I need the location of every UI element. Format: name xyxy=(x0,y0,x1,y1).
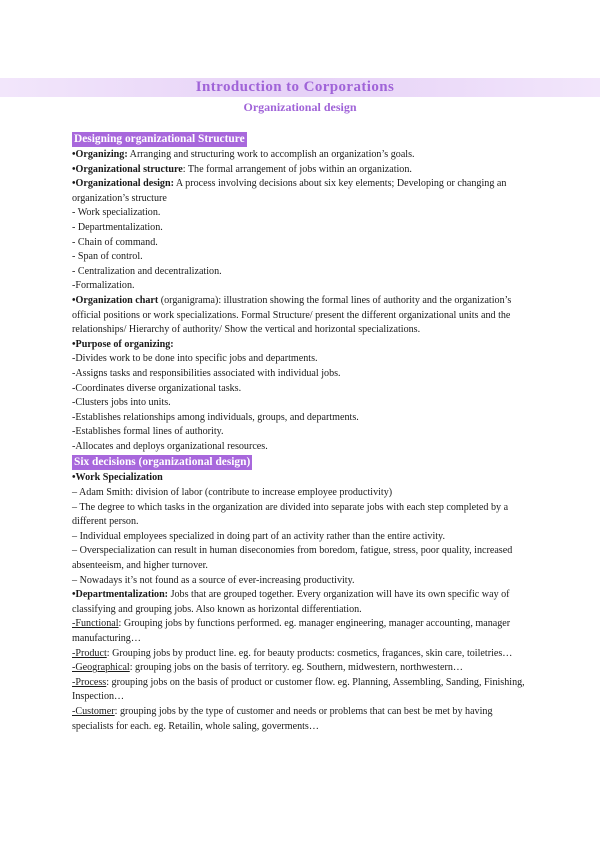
department-type-geographical xyxy=(72,661,530,676)
term-organizing: •Organizing: xyxy=(72,149,128,160)
definition-text: Arranging and structuring work to accomplish an organization’s goals. xyxy=(127,149,415,160)
type-description: : grouping jobs by the type of customer and needs or problems that can best be met by having specialists for each. eg. Retailin, whole saling, goverments… xyxy=(72,705,493,732)
list-item: -Coordinates diverse organizational tasks. xyxy=(72,382,242,394)
list-item: -Establishes relationships among individuals, groups, and departments. xyxy=(72,411,359,423)
term-purpose-of-organizing: •Purpose of organizing: xyxy=(72,338,174,350)
document-title: Introduction to Corporations xyxy=(195,79,395,95)
department-type-process xyxy=(72,676,530,705)
department-type-customer xyxy=(72,705,530,734)
type-name: -Functional xyxy=(72,618,119,630)
document-subtitle: Organizational design xyxy=(243,100,357,114)
type-description: : Grouping jobs by functions performed. eg. manager engineering, manager accounting, manager manufacturing… xyxy=(72,618,511,644)
section-heading-designing-structure: Designing organizational Structure xyxy=(74,133,245,145)
department-type-product xyxy=(72,647,530,662)
definition-text: Jobs that are grouped together. Every organization will have its own specific way of classifying and grouping jobs. Also known as horizontal differentiation. xyxy=(72,589,510,615)
list-item: – Individual employees specialized in doing part of an activity rather than the entire activity. xyxy=(72,530,445,542)
list-item: - Centralization and decentralization. xyxy=(72,265,222,277)
term-departmentalization: •Departmentalization: xyxy=(72,589,169,601)
list-item: – Overspecialization can result in human diseconomies from boredom, fatigue, stress, poor quality, increased absenteeism, and higher turnover. xyxy=(72,545,513,572)
type-name: -Product xyxy=(72,647,107,659)
section-heading-six-decisions: Six decisions (organizational design) xyxy=(74,456,251,469)
department-type-functional xyxy=(72,617,530,646)
list-item: - Span of control. xyxy=(72,251,143,263)
document-body xyxy=(72,131,530,734)
purpose-heading xyxy=(72,338,530,353)
term-organizational-design: •Organizational design: xyxy=(72,178,174,190)
term-organizational-structure: •Organizational structure xyxy=(72,163,183,175)
list-item: - Work specialization. xyxy=(72,207,161,219)
type-name: -Geographical xyxy=(72,662,130,674)
type-name: -Customer xyxy=(72,705,115,717)
definition-organizational-design xyxy=(72,177,530,206)
definition-organizing xyxy=(72,148,530,163)
definition-departmentalization xyxy=(72,588,530,617)
work-specialization-heading xyxy=(72,471,530,486)
definition-text: A process involving decisions about six key elements; Developing or changing an organization’s structure xyxy=(72,178,507,204)
type-name: -Process xyxy=(72,676,107,688)
list-item: – Nowadays it’s not found as a source of ever-increasing productivity. xyxy=(72,574,355,586)
list-item: – The degree to which tasks in the organization are divided into separate jobs with each step completed by a different person. xyxy=(72,501,509,528)
definition-text: (organigrama): illustration showing the formal lines of authority and the organization’s official positions or work specializations. Formal Structure/ present the different organizational units and the relationships/ Hierarchy of authority/ Show the vertical and horizontal specializations. xyxy=(72,294,512,336)
definition-organizational-structure xyxy=(72,163,530,178)
term-work-specialization: •Work Specialization xyxy=(72,472,163,484)
type-description: : grouping jobs on the basis of territory. eg. Southern, midwestern, northwestern… xyxy=(129,662,463,674)
list-item: – Adam Smith: division of labor (contribute to increase employee productivity) xyxy=(72,487,393,499)
definition-organization-chart xyxy=(72,294,530,338)
definition-text: : The formal arrangement of jobs within an organization. xyxy=(182,163,412,175)
list-item: -Clusters jobs into units. xyxy=(72,397,171,409)
type-description: : Grouping jobs by product line. eg. for beauty products: cosmetics, fragances, skin care, toiletries… xyxy=(106,647,513,659)
list-item: - Departmentalization. xyxy=(72,221,163,233)
list-item: -Assigns tasks and responsibilities associated with individual jobs. xyxy=(72,367,341,379)
type-description: : grouping jobs on the basis of product or customer flow. eg. Planning, Assembling, Sanding, Finishing, Inspection… xyxy=(72,676,525,703)
term-organization-chart: •Organization chart xyxy=(72,294,159,306)
list-item: -Establishes formal lines of authority. xyxy=(72,426,224,438)
list-item: -Divides work to be done into specific jobs and departments. xyxy=(72,353,318,365)
list-item: -Formalization. xyxy=(72,280,135,292)
list-item: - Chain of command. xyxy=(72,236,158,248)
list-item: -Allocates and deploys organizational resources. xyxy=(72,440,268,452)
